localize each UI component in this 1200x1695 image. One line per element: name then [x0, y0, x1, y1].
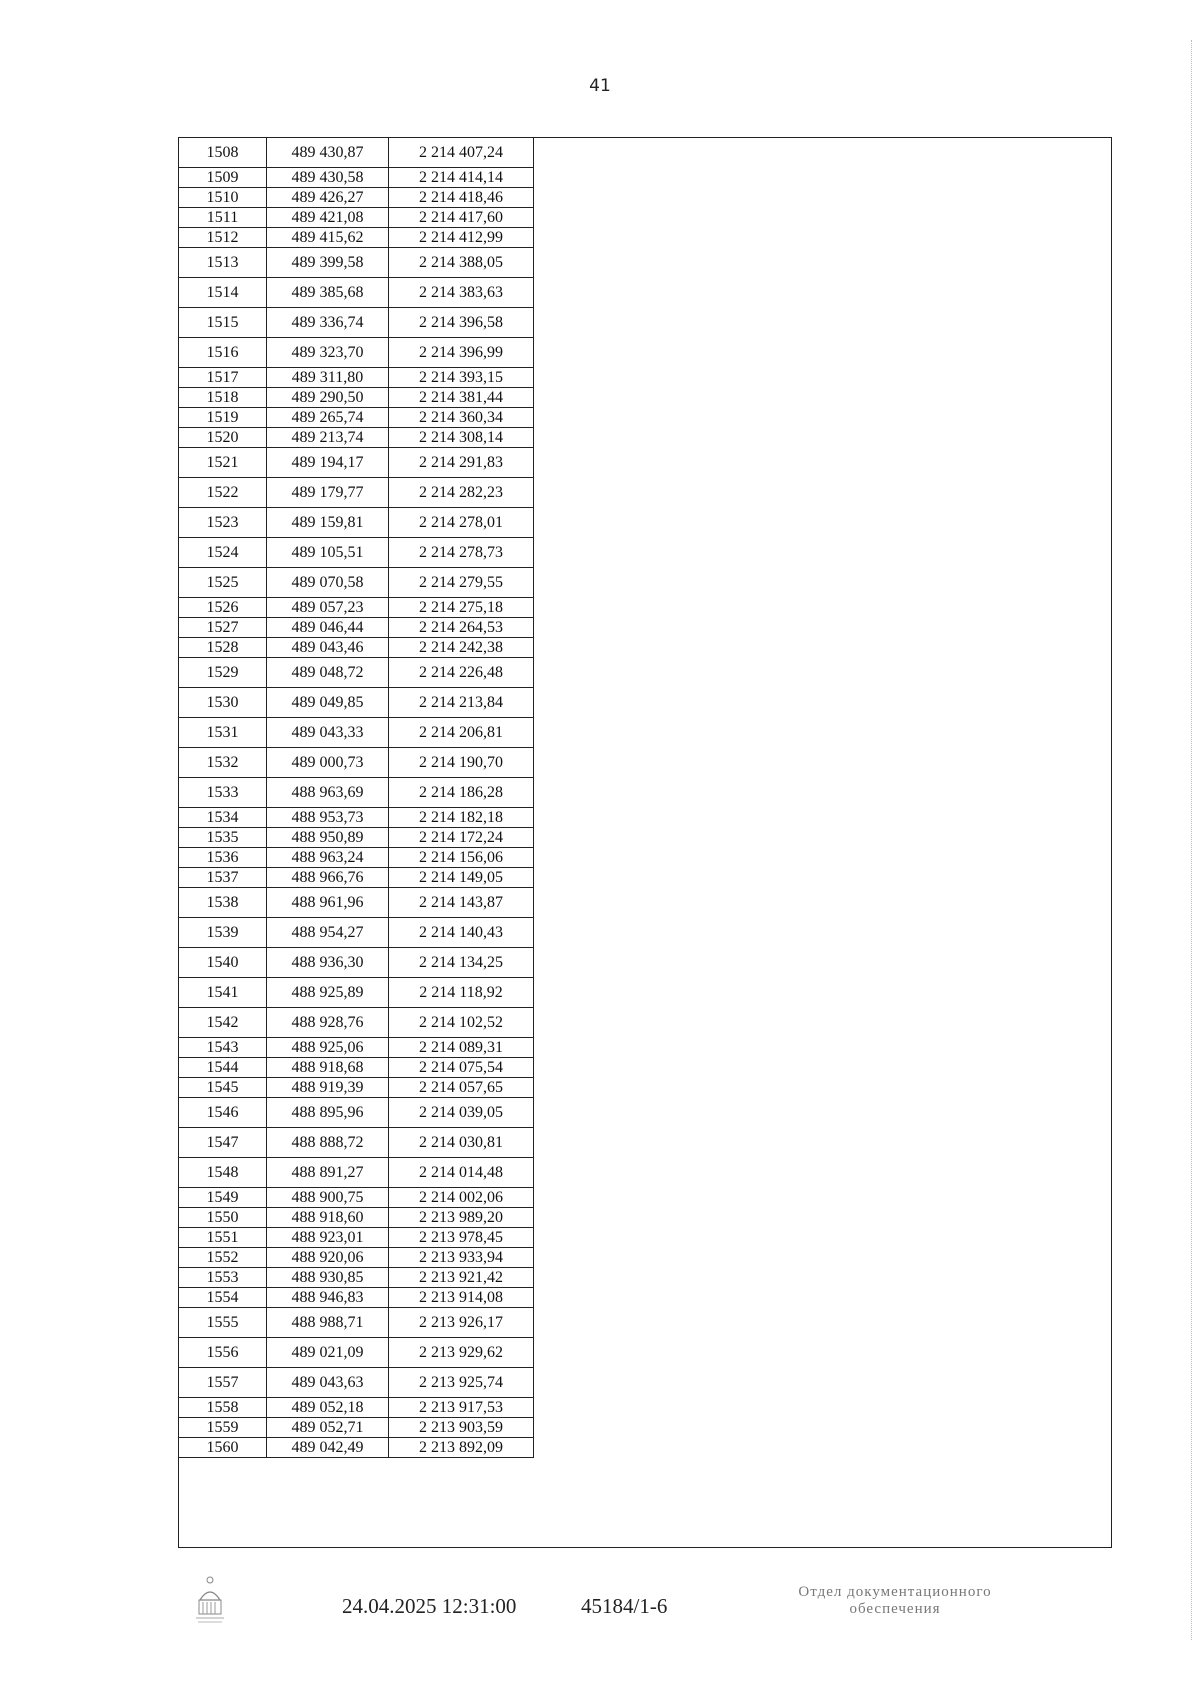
y-coordinate-cell: 2 214 030,81: [389, 1128, 534, 1158]
point-number-cell: 1512: [179, 228, 267, 248]
x-coordinate-cell: 489 290,50: [267, 388, 389, 408]
x-coordinate-cell: 489 385,68: [267, 278, 389, 308]
table-row: [179, 368, 534, 388]
x-coordinate-cell: 488 918,60: [267, 1208, 389, 1228]
x-coordinate-cell: 489 323,70: [267, 338, 389, 368]
table-row: [179, 748, 534, 778]
x-coordinate-cell: 489 043,63: [267, 1368, 389, 1398]
x-coordinate-cell: 488 895,96: [267, 1098, 389, 1128]
x-coordinate-cell: 489 021,09: [267, 1338, 389, 1368]
table-row: [179, 918, 534, 948]
table-row: [179, 1158, 534, 1188]
table-row: [179, 1058, 534, 1078]
table-row: [179, 308, 534, 338]
x-coordinate-cell: 489 105,51: [267, 538, 389, 568]
x-coordinate-cell: 489 421,08: [267, 208, 389, 228]
table-row: [179, 658, 534, 688]
y-coordinate-cell: 2 214 118,92: [389, 978, 534, 1008]
y-coordinate-cell: 2 214 279,55: [389, 568, 534, 598]
y-coordinate-cell: 2 213 925,74: [389, 1368, 534, 1398]
x-coordinate-cell: 488 946,83: [267, 1288, 389, 1308]
point-number-cell: 1517: [179, 368, 267, 388]
point-number-cell: 1552: [179, 1248, 267, 1268]
y-coordinate-cell: 2 214 057,65: [389, 1078, 534, 1098]
table-row: [179, 1128, 534, 1158]
table-row: [179, 478, 534, 508]
x-coordinate-cell: 489 265,74: [267, 408, 389, 428]
x-coordinate-cell: 489 057,23: [267, 598, 389, 618]
table-row: [179, 1038, 534, 1058]
emblem-logo: [190, 1574, 230, 1628]
y-coordinate-cell: 2 214 002,06: [389, 1188, 534, 1208]
point-number-cell: 1518: [179, 388, 267, 408]
y-coordinate-cell: 2 213 903,59: [389, 1418, 534, 1438]
x-coordinate-cell: 488 925,89: [267, 978, 389, 1008]
point-number-cell: 1545: [179, 1078, 267, 1098]
x-coordinate-cell: 488 963,24: [267, 848, 389, 868]
point-number-cell: 1535: [179, 828, 267, 848]
point-number-cell: 1523: [179, 508, 267, 538]
y-coordinate-cell: 2 214 291,83: [389, 448, 534, 478]
point-number-cell: 1527: [179, 618, 267, 638]
x-coordinate-cell: 488 891,27: [267, 1158, 389, 1188]
point-number-cell: 1555: [179, 1308, 267, 1338]
x-coordinate-cell: 489 048,72: [267, 658, 389, 688]
point-number-cell: 1538: [179, 888, 267, 918]
point-number-cell: 1522: [179, 478, 267, 508]
point-number-cell: 1556: [179, 1338, 267, 1368]
y-coordinate-cell: 2 214 308,14: [389, 428, 534, 448]
point-number-cell: 1554: [179, 1288, 267, 1308]
x-coordinate-cell: 489 213,74: [267, 428, 389, 448]
x-coordinate-cell: 489 046,44: [267, 618, 389, 638]
y-coordinate-cell: 2 213 914,08: [389, 1288, 534, 1308]
point-number-cell: 1542: [179, 1008, 267, 1038]
y-coordinate-cell: 2 214 140,43: [389, 918, 534, 948]
table-row: [179, 1418, 534, 1438]
table-row: [179, 868, 534, 888]
table-row: [179, 1208, 534, 1228]
table-row: [179, 408, 534, 428]
point-number-cell: 1524: [179, 538, 267, 568]
y-coordinate-cell: 2 214 089,31: [389, 1038, 534, 1058]
table-row: [179, 508, 534, 538]
point-number-cell: 1530: [179, 688, 267, 718]
point-number-cell: 1540: [179, 948, 267, 978]
table-row: [179, 848, 534, 868]
x-coordinate-cell: 488 963,69: [267, 778, 389, 808]
table-row: [179, 1188, 534, 1208]
x-coordinate-cell: 489 043,46: [267, 638, 389, 658]
table-row: [179, 428, 534, 448]
y-coordinate-cell: 2 214 407,24: [389, 138, 534, 168]
table-row: [179, 568, 534, 598]
table-row: [179, 1078, 534, 1098]
footer-document-number: 45184/1-6: [581, 1594, 668, 1618]
x-coordinate-cell: 488 928,76: [267, 1008, 389, 1038]
x-coordinate-cell: 489 336,74: [267, 308, 389, 338]
table-row: [179, 888, 534, 918]
x-coordinate-cell: 488 953,73: [267, 808, 389, 828]
x-coordinate-cell: 488 966,76: [267, 868, 389, 888]
y-coordinate-cell: 2 214 156,06: [389, 848, 534, 868]
y-coordinate-cell: 2 214 414,14: [389, 168, 534, 188]
x-coordinate-cell: 488 988,71: [267, 1308, 389, 1338]
table-row: [179, 598, 534, 618]
y-coordinate-cell: 2 214 388,05: [389, 248, 534, 278]
point-number-cell: 1521: [179, 448, 267, 478]
y-coordinate-cell: 2 214 275,18: [389, 598, 534, 618]
table-row: [179, 388, 534, 408]
y-coordinate-cell: 2 214 182,18: [389, 808, 534, 828]
y-coordinate-cell: 2 214 190,70: [389, 748, 534, 778]
table-row: [179, 1268, 534, 1288]
table-row: [179, 828, 534, 848]
department-stamp-line2: обеспечения: [849, 1601, 941, 1618]
y-coordinate-cell: 2 214 396,58: [389, 308, 534, 338]
x-coordinate-cell: 488 936,30: [267, 948, 389, 978]
x-coordinate-cell: 489 042,49: [267, 1438, 389, 1458]
point-number-cell: 1560: [179, 1438, 267, 1458]
y-coordinate-cell: 2 214 412,99: [389, 228, 534, 248]
x-coordinate-cell: 489 430,87: [267, 138, 389, 168]
y-coordinate-cell: 2 213 978,45: [389, 1228, 534, 1248]
x-coordinate-cell: 488 961,96: [267, 888, 389, 918]
y-coordinate-cell: 2 214 172,24: [389, 828, 534, 848]
point-number-cell: 1547: [179, 1128, 267, 1158]
x-coordinate-cell: 488 954,27: [267, 918, 389, 948]
table-row: [179, 978, 534, 1008]
y-coordinate-cell: 2 214 393,15: [389, 368, 534, 388]
x-coordinate-cell: 489 043,33: [267, 718, 389, 748]
table-row: [179, 138, 534, 168]
y-coordinate-cell: 2 214 264,53: [389, 618, 534, 638]
table-row: [179, 208, 534, 228]
point-number-cell: 1543: [179, 1038, 267, 1058]
y-coordinate-cell: 2 214 383,63: [389, 278, 534, 308]
table-row: [179, 448, 534, 478]
point-number-cell: 1536: [179, 848, 267, 868]
table-row: [179, 188, 534, 208]
point-number-cell: 1539: [179, 918, 267, 948]
point-number-cell: 1531: [179, 718, 267, 748]
y-coordinate-cell: 2 214 143,87: [389, 888, 534, 918]
y-coordinate-cell: 2 214 134,25: [389, 948, 534, 978]
y-coordinate-cell: 2 214 360,34: [389, 408, 534, 428]
footer-datetime: 24.04.2025 12:31:00: [342, 1594, 517, 1618]
x-coordinate-cell: 488 888,72: [267, 1128, 389, 1158]
y-coordinate-cell: 2 213 892,09: [389, 1438, 534, 1458]
department-stamp: [740, 1584, 1050, 1619]
y-coordinate-cell: 2 214 282,23: [389, 478, 534, 508]
x-coordinate-cell: 488 925,06: [267, 1038, 389, 1058]
point-number-cell: 1528: [179, 638, 267, 658]
point-number-cell: 1519: [179, 408, 267, 428]
point-number-cell: 1550: [179, 1208, 267, 1228]
table-row: [179, 808, 534, 828]
table-row: [179, 1098, 534, 1128]
x-coordinate-cell: 489 000,73: [267, 748, 389, 778]
table-row: [179, 618, 534, 638]
x-coordinate-cell: 489 430,58: [267, 168, 389, 188]
table-row: [179, 278, 534, 308]
point-number-cell: 1559: [179, 1418, 267, 1438]
table-row: [179, 248, 534, 278]
point-number-cell: 1520: [179, 428, 267, 448]
y-coordinate-cell: 2 213 926,17: [389, 1308, 534, 1338]
table-row: [179, 688, 534, 718]
y-coordinate-cell: 2 214 381,44: [389, 388, 534, 408]
y-coordinate-cell: 2 213 921,42: [389, 1268, 534, 1288]
table-row: [179, 1228, 534, 1248]
y-coordinate-cell: 2 214 213,84: [389, 688, 534, 718]
point-number-cell: 1532: [179, 748, 267, 778]
point-number-cell: 1529: [179, 658, 267, 688]
point-number-cell: 1513: [179, 248, 267, 278]
point-number-cell: 1548: [179, 1158, 267, 1188]
table-row: [179, 538, 534, 568]
y-coordinate-cell: 2 214 102,52: [389, 1008, 534, 1038]
x-coordinate-cell: 488 930,85: [267, 1268, 389, 1288]
x-coordinate-cell: 488 919,39: [267, 1078, 389, 1098]
x-coordinate-cell: 488 900,75: [267, 1188, 389, 1208]
y-coordinate-cell: 2 214 242,38: [389, 638, 534, 658]
table-row: [179, 1008, 534, 1038]
point-number-cell: 1558: [179, 1398, 267, 1418]
table-row: [179, 1398, 534, 1418]
x-coordinate-cell: 488 950,89: [267, 828, 389, 848]
point-number-cell: 1509: [179, 168, 267, 188]
y-coordinate-cell: 2 213 989,20: [389, 1208, 534, 1228]
x-coordinate-cell: 488 923,01: [267, 1228, 389, 1248]
y-coordinate-cell: 2 214 226,48: [389, 658, 534, 688]
point-number-cell: 1525: [179, 568, 267, 598]
y-coordinate-cell: 2 213 933,94: [389, 1248, 534, 1268]
table-row: [179, 168, 534, 188]
y-coordinate-cell: 2 214 075,54: [389, 1058, 534, 1078]
point-number-cell: 1541: [179, 978, 267, 1008]
table-row: [179, 1248, 534, 1268]
point-number-cell: 1544: [179, 1058, 267, 1078]
y-coordinate-cell: 2 214 014,48: [389, 1158, 534, 1188]
x-coordinate-cell: 489 052,71: [267, 1418, 389, 1438]
point-number-cell: 1534: [179, 808, 267, 828]
department-stamp-line1: Отдел документационного: [798, 1584, 992, 1600]
table-row: [179, 948, 534, 978]
point-number-cell: 1514: [179, 278, 267, 308]
point-number-cell: 1537: [179, 868, 267, 888]
y-coordinate-cell: 2 214 396,99: [389, 338, 534, 368]
page-number: 41: [589, 76, 611, 96]
table-row: [179, 1438, 534, 1458]
x-coordinate-cell: 489 194,17: [267, 448, 389, 478]
x-coordinate-cell: 489 159,81: [267, 508, 389, 538]
table-row: [179, 638, 534, 658]
coordinates-table: [178, 137, 534, 1458]
table-row: [179, 1338, 534, 1368]
scan-edge-marks: [1189, 40, 1192, 1640]
x-coordinate-cell: 489 049,85: [267, 688, 389, 718]
table-row: [179, 1288, 534, 1308]
table-row: [179, 718, 534, 748]
y-coordinate-cell: 2 213 929,62: [389, 1338, 534, 1368]
x-coordinate-cell: 489 311,80: [267, 368, 389, 388]
y-coordinate-cell: 2 214 149,05: [389, 868, 534, 888]
table-row: [179, 778, 534, 808]
point-number-cell: 1526: [179, 598, 267, 618]
x-coordinate-cell: 489 399,58: [267, 248, 389, 278]
x-coordinate-cell: 488 918,68: [267, 1058, 389, 1078]
table-row: [179, 1368, 534, 1398]
point-number-cell: 1516: [179, 338, 267, 368]
x-coordinate-cell: 489 052,18: [267, 1398, 389, 1418]
table-row: [179, 228, 534, 248]
y-coordinate-cell: 2 214 039,05: [389, 1098, 534, 1128]
point-number-cell: 1510: [179, 188, 267, 208]
y-coordinate-cell: 2 214 418,46: [389, 188, 534, 208]
x-coordinate-cell: 489 179,77: [267, 478, 389, 508]
point-number-cell: 1557: [179, 1368, 267, 1398]
table-row: [179, 1308, 534, 1338]
y-coordinate-cell: 2 214 186,28: [389, 778, 534, 808]
x-coordinate-cell: 489 426,27: [267, 188, 389, 208]
y-coordinate-cell: 2 213 917,53: [389, 1398, 534, 1418]
x-coordinate-cell: 488 920,06: [267, 1248, 389, 1268]
y-coordinate-cell: 2 214 278,01: [389, 508, 534, 538]
point-number-cell: 1511: [179, 208, 267, 228]
x-coordinate-cell: 489 415,62: [267, 228, 389, 248]
x-coordinate-cell: 489 070,58: [267, 568, 389, 598]
y-coordinate-cell: 2 214 206,81: [389, 718, 534, 748]
point-number-cell: 1515: [179, 308, 267, 338]
y-coordinate-cell: 2 214 417,60: [389, 208, 534, 228]
point-number-cell: 1508: [179, 138, 267, 168]
point-number-cell: 1549: [179, 1188, 267, 1208]
point-number-cell: 1551: [179, 1228, 267, 1248]
y-coordinate-cell: 2 214 278,73: [389, 538, 534, 568]
point-number-cell: 1546: [179, 1098, 267, 1128]
point-number-cell: 1533: [179, 778, 267, 808]
table-row: [179, 338, 534, 368]
point-number-cell: 1553: [179, 1268, 267, 1288]
